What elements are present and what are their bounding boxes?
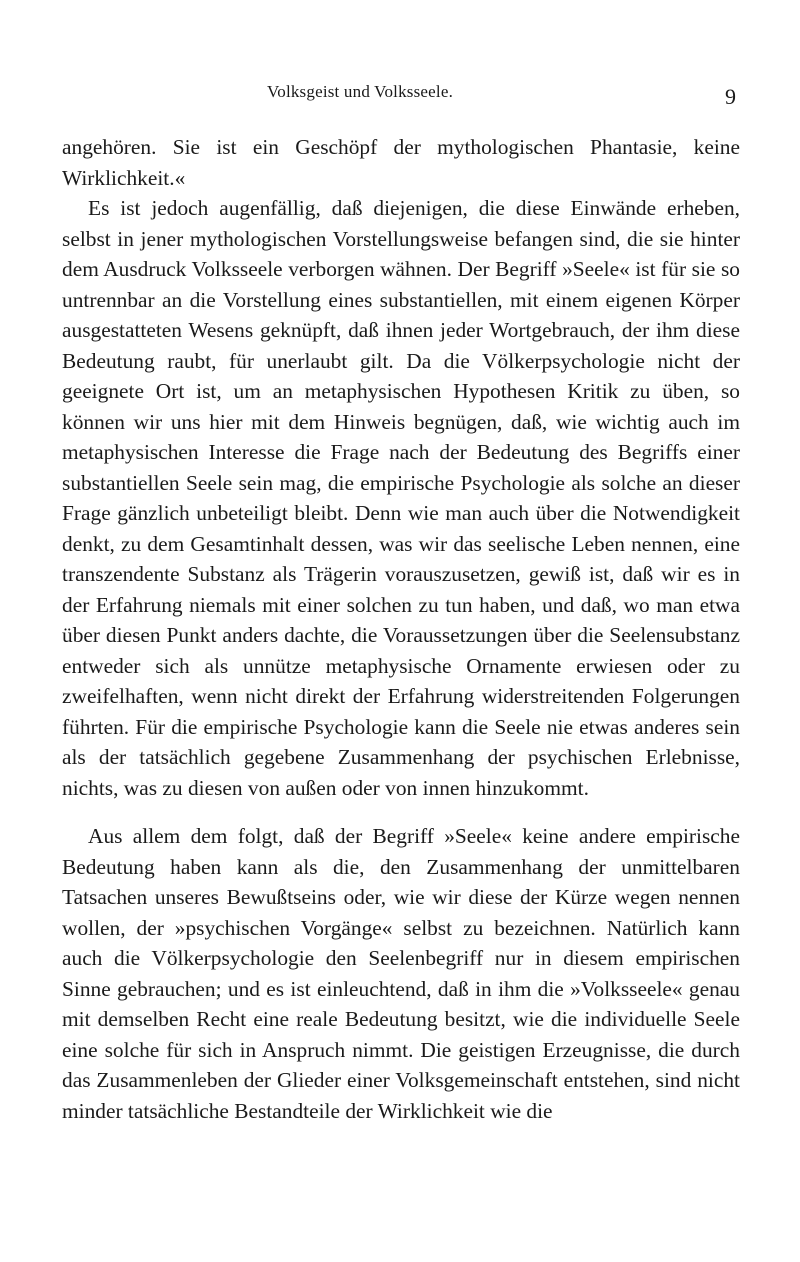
running-title: Volksgeist und Volksseele.: [266, 82, 454, 101]
paragraph: Aus allem dem folgt, daß der Begriff »Seele« keine andere empirische Bedeutung haben kann als die, den Zusammenhang der unmittelbaren Tatsachen unseres Bewußtseins oder, wie wir diese der Kürze wegen nennen wollen, der »psychischen Vorgänge« selbst zu bezeichnen. Natürlich kann auch die Völkerpsychologie den Seelenbegriff nur in diesem empirischen Sinne gebrauchen; und es ist einleuchtend, daß in ihm die »Volksseele« genau mit demselben Recht eine reale Bedeutung besitzt, wie die individuelle Seele eine solche für sich in Anspruch nimmt. Die geistigen Erzeugnisse, die durch das Zusammenleben der Glieder einer Volksgemeinschaft entstehen, sind nicht minder tatsächliche Bestandteile der Wirklichkeit wie die: [62, 824, 740, 1123]
paragraph: Es ist jedoch augenfällig, daß diejenigen, die diese Einwände erheben, selbst in jener mythologischen Vorstellungsweise befangen sind, die sie hinter dem Ausdruck Volksseele verborgen wähnen. Der Begriff »Seele« ist für sie so untrennbar an die Vorstellung eines substantiellen, mit einem eigenen Körper ausgestatteten Wesens geknüpft, daß ihnen jeder Wortgebrauch, der ihm diese Bedeutung raubt, für unerlaubt gilt. Da die Völkerpsychologie nicht der geeignete Ort ist, um an metaphysischen Hypothesen Kritik zu üben, so können wir uns hier mit dem Hinweis begnügen, daß, wie wichtig auch im metaphysischen Interesse die Frage nach der Bedeutung des Begriffs einer substantiellen Seele sein mag, die empirische Psychologie als solche an dieser Frage gänzlich unbeteiligt bleibt. Denn wie man auch über die Notwendigkeit denkt, zu dem Gesamtinhalt dessen, was wir das seelische Leben nennen, eine transzendente Substanz als Trägerin vorauszusetzen, gewiß ist, daß wir es in der Erfahrung niemals mit einer solchen zu tun haben, und daß, wo man etwa über diesen Punkt anders dachte, die Voraussetzungen über die Seelensubstanz entweder sich als unnütze metaphysische Ornamente erwiesen oder zu zweifelhaften, wenn nicht direkt der Erfahrung widerstreitenden Folgerungen führten. Für die empirische Psychologie kann die Seele nie etwas anderes sein als der tatsächlich gegebene Zusammenhang der psychischen Erlebnisse, nichts, was zu diesen von außen oder von innen hinzukommt.: [62, 196, 740, 800]
page-number: 9: [725, 84, 736, 109]
paragraph-continuation: angehören. Sie ist ein Geschöpf der mythologischen Phantasie, keine Wirklichkeit.«: [62, 135, 740, 190]
body-text: [62, 132, 740, 1126]
